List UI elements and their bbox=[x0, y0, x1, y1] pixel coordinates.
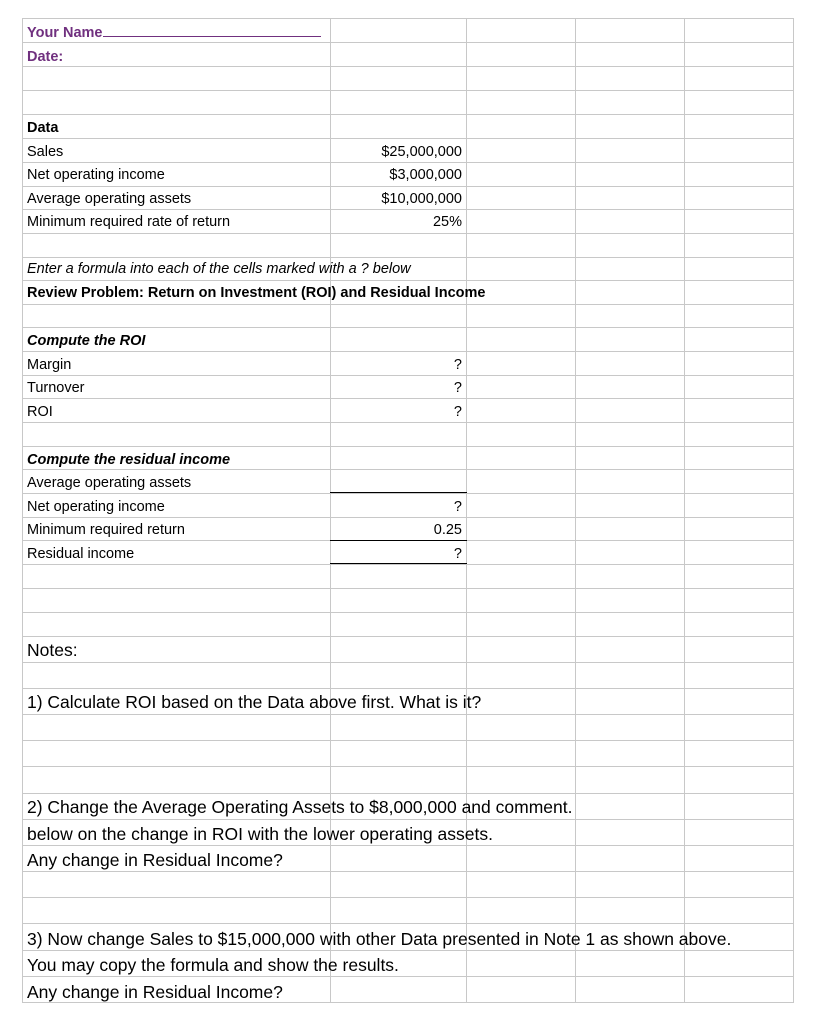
margin-value[interactable]: ? bbox=[453, 357, 462, 373]
grid-row-line bbox=[22, 280, 794, 281]
grid-row-line bbox=[22, 493, 794, 494]
grid-row-line bbox=[22, 375, 794, 376]
grid-row-line bbox=[22, 845, 794, 846]
residual-noi-value[interactable]: ? bbox=[453, 499, 462, 515]
grid-row-line bbox=[22, 612, 794, 613]
grid-row-line bbox=[22, 114, 794, 115]
grid-row-line bbox=[22, 1002, 794, 1003]
min-return-label: Minimum required return bbox=[27, 522, 185, 538]
residual-section-title: Compute the residual income bbox=[27, 452, 231, 468]
note-3-line-2: You may copy the formula and show the results. bbox=[27, 955, 399, 975]
cell-border-top bbox=[330, 540, 467, 541]
sales-value[interactable]: $25,000,000 bbox=[381, 144, 462, 160]
notes-heading: Notes: bbox=[27, 640, 78, 660]
grid-row-line bbox=[22, 588, 794, 589]
grid-row-line bbox=[22, 688, 794, 689]
sales-label: Sales bbox=[27, 144, 64, 160]
note-2-line-1: 2) Change the Average Operating Assets to $8,000,000 and comment. bbox=[27, 797, 573, 817]
grid-row-line bbox=[22, 66, 794, 67]
assets-label: Average operating assets bbox=[27, 191, 192, 207]
grid-row-line bbox=[22, 42, 794, 43]
residual-assets-label: Average operating assets bbox=[27, 475, 192, 491]
grid-row-line bbox=[22, 897, 794, 898]
data-title: Data bbox=[27, 120, 59, 136]
grid-column-line bbox=[793, 18, 794, 1003]
rate-value[interactable]: 25% bbox=[432, 214, 462, 230]
grid-column-line bbox=[684, 18, 685, 1003]
assets-value[interactable]: $10,000,000 bbox=[381, 191, 462, 207]
roi-label: ROI bbox=[27, 404, 53, 420]
grid-row-line bbox=[22, 740, 794, 741]
grid-column-line bbox=[575, 18, 576, 1003]
grid-row-line bbox=[22, 871, 794, 872]
rate-label: Minimum required rate of return bbox=[27, 214, 231, 230]
grid-row-line bbox=[22, 662, 794, 663]
residual-noi-label: Net operating income bbox=[27, 499, 165, 515]
turnover-label: Turnover bbox=[27, 380, 85, 396]
grid-row-line bbox=[22, 233, 794, 234]
note-1: 1) Calculate ROI based on the Data above first. What is it? bbox=[27, 692, 482, 712]
grid-row-line bbox=[22, 793, 794, 794]
note-2-line-2: below on the change in ROI with the lower operating assets. bbox=[27, 824, 493, 844]
grid-row-line bbox=[22, 564, 794, 565]
noi-label: Net operating income bbox=[27, 167, 165, 183]
grid-row-line bbox=[22, 923, 794, 924]
grid-row-line bbox=[22, 186, 794, 187]
grid-row-line bbox=[22, 517, 794, 518]
grid-row-line bbox=[22, 950, 794, 951]
grid-column-line bbox=[330, 18, 331, 1003]
name-underline bbox=[103, 35, 321, 37]
problem-title: Review Problem: Return on Investment (ROI) and Residual Income bbox=[27, 285, 486, 301]
grid-row-line bbox=[22, 422, 794, 423]
grid-column-line bbox=[466, 18, 467, 1003]
roi-section-title: Compute the ROI bbox=[27, 333, 146, 349]
formula-note: Enter a formula into each of the cells marked with a ? below bbox=[27, 261, 411, 277]
grid-row-line bbox=[22, 257, 794, 258]
grid-row-line bbox=[22, 976, 794, 977]
cell-border-top bbox=[330, 492, 467, 493]
noi-value[interactable]: $3,000,000 bbox=[389, 167, 462, 183]
residual-income-label: Residual income bbox=[27, 546, 135, 562]
grid-row-line bbox=[22, 90, 794, 91]
grid-row-line bbox=[22, 351, 794, 352]
grid-row-line bbox=[22, 304, 794, 305]
grid-row-line bbox=[22, 469, 794, 470]
grid-row-line bbox=[22, 209, 794, 210]
grid-row-line bbox=[22, 162, 794, 163]
grid-row-line bbox=[22, 398, 794, 399]
grid-row-line bbox=[22, 766, 794, 767]
grid-row-line bbox=[22, 327, 794, 328]
grid-row-line bbox=[22, 138, 794, 139]
residual-income-value[interactable]: ? bbox=[453, 546, 462, 562]
grid-row-line bbox=[22, 819, 794, 820]
note-3-line-1: 3) Now change Sales to $15,000,000 with other Data presented in Note 1 as shown above. bbox=[27, 929, 732, 949]
turnover-value[interactable]: ? bbox=[453, 380, 462, 396]
note-3-line-3: Any change in Residual Income? bbox=[27, 982, 283, 1002]
grid-row-line bbox=[22, 446, 794, 447]
grid-row-line bbox=[22, 18, 794, 19]
cell-border-bottom bbox=[330, 563, 467, 564]
margin-label: Margin bbox=[27, 357, 72, 373]
grid-row-line bbox=[22, 636, 794, 637]
your-name-label: Your Name bbox=[27, 26, 321, 41]
date-label: Date: bbox=[27, 49, 64, 65]
note-2-line-3: Any change in Residual Income? bbox=[27, 850, 283, 870]
grid-row-line bbox=[22, 714, 794, 715]
roi-value[interactable]: ? bbox=[453, 404, 462, 420]
grid-column-line bbox=[22, 18, 23, 1003]
min-return-value[interactable]: 0.25 bbox=[433, 522, 462, 538]
